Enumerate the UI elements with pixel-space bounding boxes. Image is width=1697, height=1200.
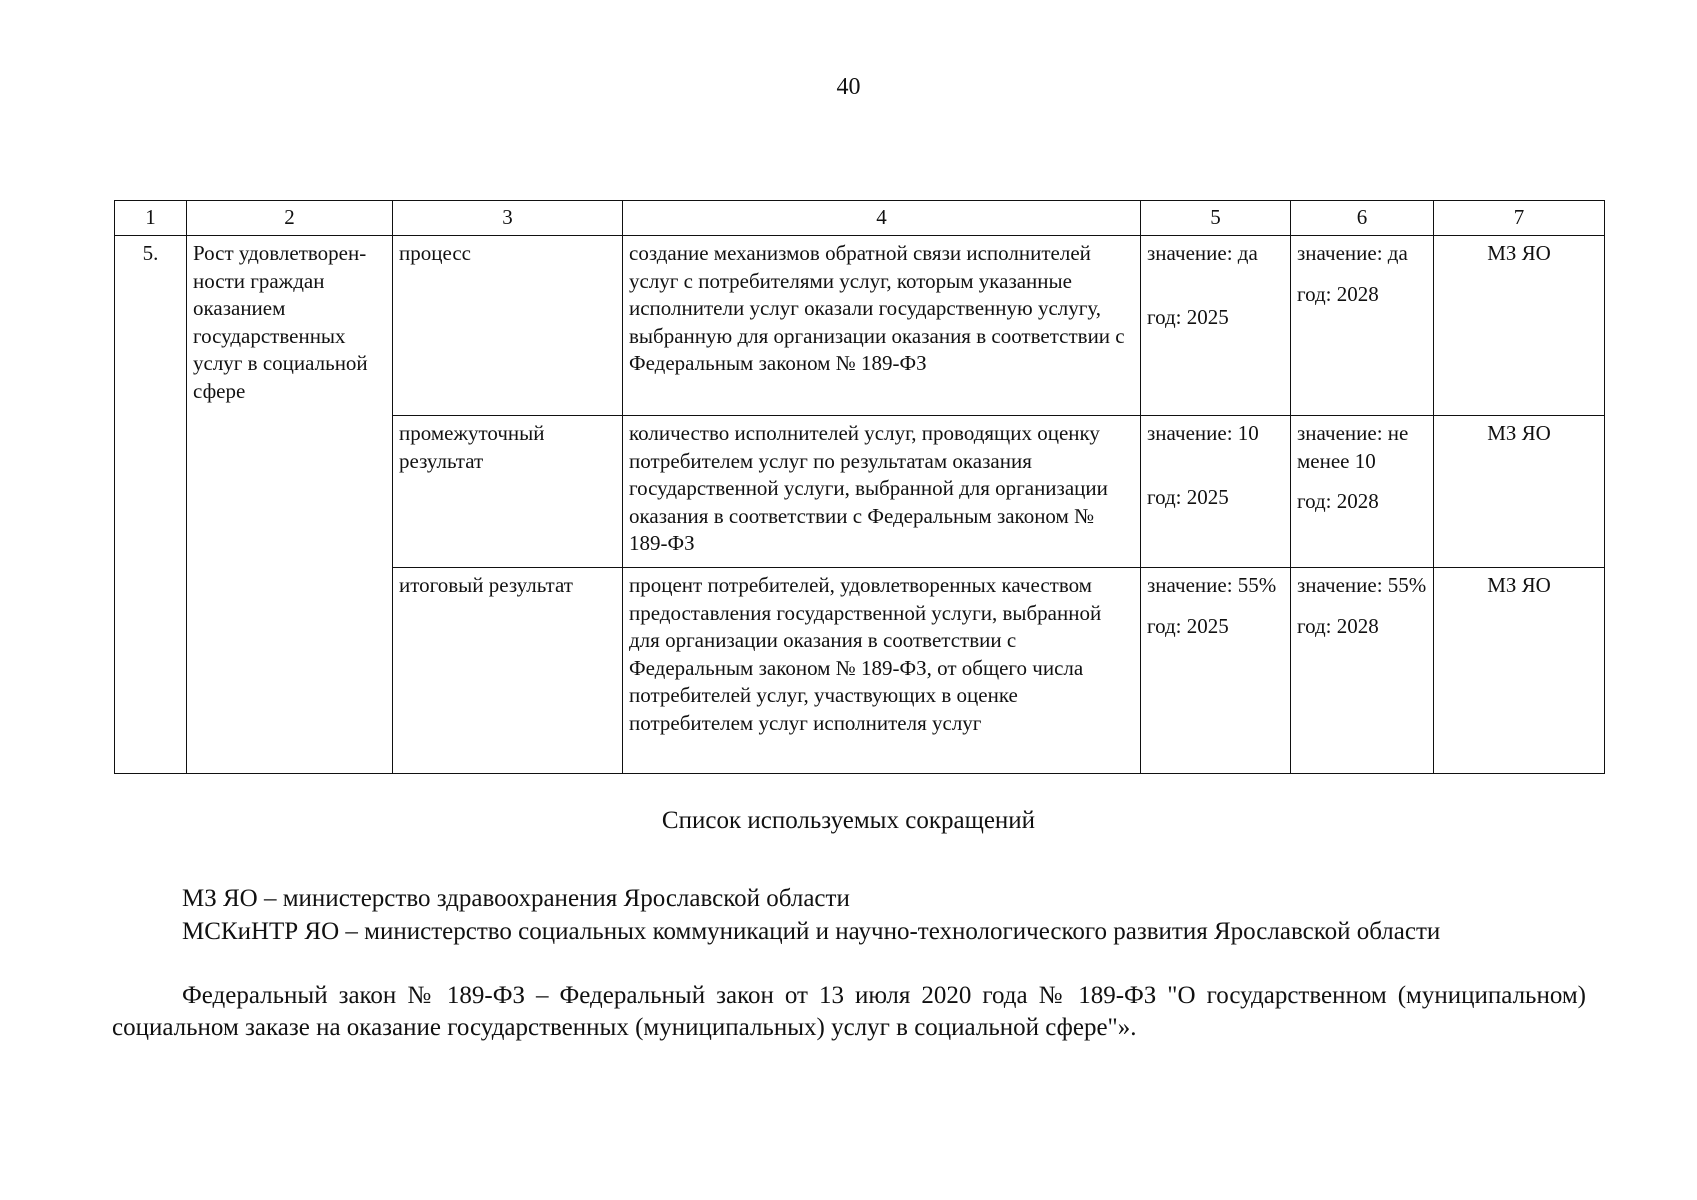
page-number: 40 bbox=[836, 74, 861, 100]
responsible-cell: МЗ ЯО bbox=[1434, 236, 1605, 416]
base-year: год: 2025 bbox=[1147, 484, 1229, 509]
abbreviation-item bbox=[112, 883, 1586, 915]
base-year: год: 2025 bbox=[1147, 304, 1229, 329]
target-value: значение: не менее 10 bbox=[1297, 421, 1409, 473]
target-value-cell bbox=[1291, 416, 1434, 568]
base-value: значение: 55% bbox=[1147, 573, 1277, 597]
base-value: значение: 10 bbox=[1147, 421, 1259, 445]
base-value: значение: да bbox=[1147, 241, 1258, 265]
abbreviation-item bbox=[112, 916, 1586, 948]
abbreviation-text: МЗ ЯО – министерство здравоохранения Ярославской области bbox=[182, 885, 850, 912]
target-value: значение: 55% bbox=[1297, 573, 1427, 597]
table-header-row bbox=[115, 201, 1605, 236]
target-year: год: 2028 bbox=[1297, 489, 1379, 513]
abbreviation-text: МСКиНТР ЯО – министерство социальных коммуникаций и научно-технологического развития Ярославской области bbox=[182, 918, 1441, 945]
header-cell: 6 bbox=[1291, 201, 1434, 236]
indicator-description-cell: количество исполнителей услуг, проводящих оценку потребителем услуг по результатам оказания государственной услуги, выбранной для организации оказания в соответствии с Федеральным законом № 189-ФЗ bbox=[623, 416, 1141, 568]
indicators-table bbox=[114, 200, 1605, 774]
table-row bbox=[115, 236, 1605, 416]
indicator-description-cell: процент потребителей, удовлетворенных качеством предоставления государственной услуги, выбранной для организации оказания в соответствии с Федеральным законом № 189-ФЗ, от общего числа потребителей услуг, участвующих в оценке потребителем услуг исполнителя услуг bbox=[623, 568, 1141, 774]
base-value-cell bbox=[1141, 568, 1291, 774]
base-value-cell bbox=[1141, 416, 1291, 568]
target-value-cell bbox=[1291, 236, 1434, 416]
base-value-cell bbox=[1141, 236, 1291, 416]
goal-cell: Рост удовлетворен-ности граждан оказанием государственных услуг в социальной сфере bbox=[187, 236, 393, 774]
indicator-type-cell: процесс bbox=[393, 236, 623, 416]
target-value-cell bbox=[1291, 568, 1434, 774]
target-year: год: 2028 bbox=[1297, 613, 1379, 638]
header-cell: 4 bbox=[623, 201, 1141, 236]
abbreviation-text: Федеральный закон № 189-ФЗ – Федеральный закон от 13 июля 2020 года № 189-ФЗ "О государственном (муниципальном) социальном заказе на оказание государственных (муниципальных) услуг в социальной сфере"». bbox=[112, 982, 1586, 1041]
header-cell: 3 bbox=[393, 201, 623, 236]
indicator-type-cell: промежуточный результат bbox=[393, 416, 623, 568]
row-number-cell: 5. bbox=[115, 236, 187, 774]
header-cell: 2 bbox=[187, 201, 393, 236]
abbreviations-title: Список используемых сокращений bbox=[661, 807, 1036, 834]
target-year: год: 2028 bbox=[1297, 281, 1379, 306]
base-year: год: 2025 bbox=[1147, 613, 1229, 638]
abbreviation-item bbox=[112, 980, 1586, 1044]
indicator-type-cell: итоговый результат bbox=[393, 568, 623, 774]
target-value: значение: да bbox=[1297, 241, 1408, 265]
responsible-cell: МЗ ЯО bbox=[1434, 416, 1605, 568]
header-cell: 1 bbox=[115, 201, 187, 236]
header-cell: 5 bbox=[1141, 201, 1291, 236]
responsible-cell: МЗ ЯО bbox=[1434, 568, 1605, 774]
header-cell: 7 bbox=[1434, 201, 1605, 236]
indicator-description-cell: создание механизмов обратной связи исполнителей услуг с потребителями услуг, которым указанные исполнители услуг оказали государственную услугу, выбранную для организации оказания в соответствии с Федеральным законом № 189-ФЗ bbox=[623, 236, 1141, 416]
